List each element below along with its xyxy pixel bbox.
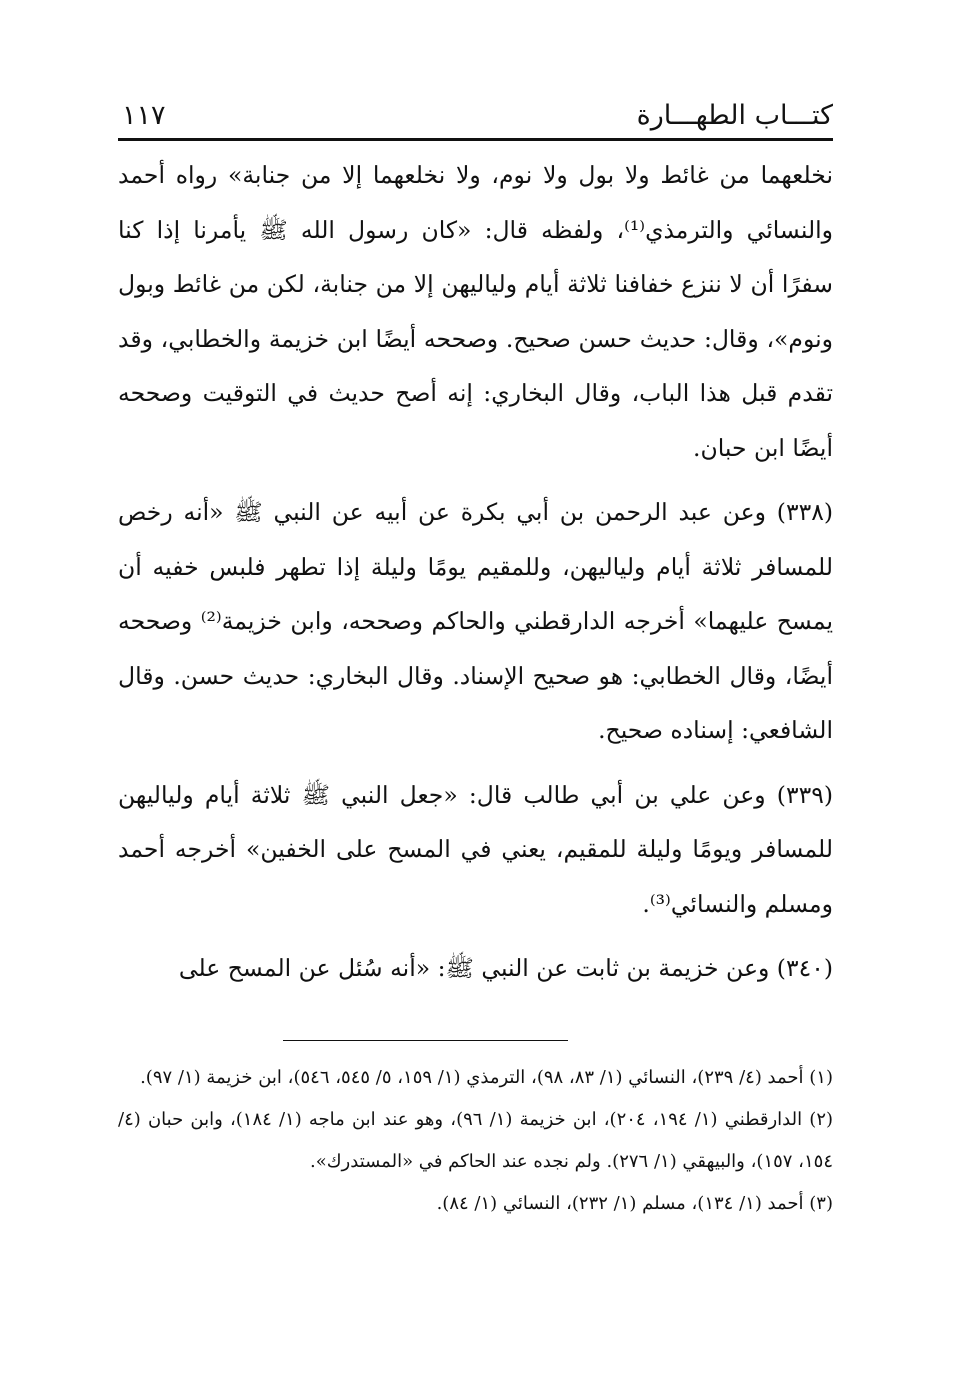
footnote-1: (١) أحمد (٤/ ٢٣٩)، النسائي (١/ ٨٣، ٩٨)، الترمذي (١/ ١٥٩، ٥/ ٥٤٥، ٥٤٦)، ابن خزيمة (١/ ٩٧).: [140, 1067, 833, 1088]
footnote-rule: [283, 1040, 568, 1041]
paragraph-continuation: نخلعهما من غائط ولا بول ولا نوم، ولا نخلعهما إلا من جنابة» رواه أحمد والنسائي والترمذي⁽¹⁾، ولفظه قال: «كان رسول الله ﷺ يأمرنا إذا كنا سفرًا أن لا ننزع خفافنا ثلاثة أيام ولياليهن إلا من جنابة، لكن من غائط وبول ونوم»، وقال: حديث حسن صحيح. وصححه أيضًا ابن خزيمة والخطابي، وقد تقدم قبل هذا الباب، وقال البخاري: إنه أصح حديث في التوقيت وصححه أيضًا ابن حبان.: [118, 161, 833, 462]
footnote-2: (٢) الدارقطني (١/ ١٩٤، ٢٠٤)، ابن خزيمة (١/ ٩٦)، وهو عند ابن ماجه (١/ ١٨٤)، وابن حبان (٤/ ١٥٤، ١٥٧)، والبيهقي (١/ ٢٧٦). ولم نجده عند الحاكم في «المستدرك».: [118, 1109, 834, 1172]
page-number: ١١٧: [122, 100, 166, 131]
hadith-339: (٣٣٩) وعن علي بن أبي طالب قال: «جعل النبي ﷺ ثلاثة أيام ولياليهن للمسافر ويومًا وليلة للمقيم، يعني في المسح على الخفين» أخرجه أحمد ومسلم والنسائي⁽³⁾.: [118, 780, 833, 918]
footnotes: [118, 1057, 833, 1225]
page-header: [118, 92, 833, 138]
hadith-338: (٣٣٨) وعن عبد الرحمن بن أبي بكرة عن أبيه عن النبي ﷺ «أنه رخص للمسافر ثلاثة أيام ولياليهن، وللمقيم يومًا وليلة إذا تطهر فلبس خفيه أن يمسح عليهما» أخرجه الدارقطني والحاكم وصححه، وابن خزيمة⁽²⁾ وصححه أيضًا، وقال الخطابي: هو صحيح الإسناد. وقال البخاري: حديث حسن. وقال الشافعي: إسناده صحيح.: [118, 498, 833, 744]
header-rule: [118, 138, 833, 141]
main-text: [118, 148, 833, 996]
hadith-340: (٣٤٠) وعن خزيمة بن ثابت عن النبي ﷺ: «أنه سُئل عن المسح على: [178, 954, 833, 982]
book-page: [118, 92, 833, 1342]
running-title: كتـــاب الطهـــارة: [636, 100, 833, 131]
footnote-3: (٣) أحمد (١/ ١٣٤)، مسلم (١/ ٢٣٢)، النسائي (١/ ٨٤).: [436, 1193, 833, 1214]
